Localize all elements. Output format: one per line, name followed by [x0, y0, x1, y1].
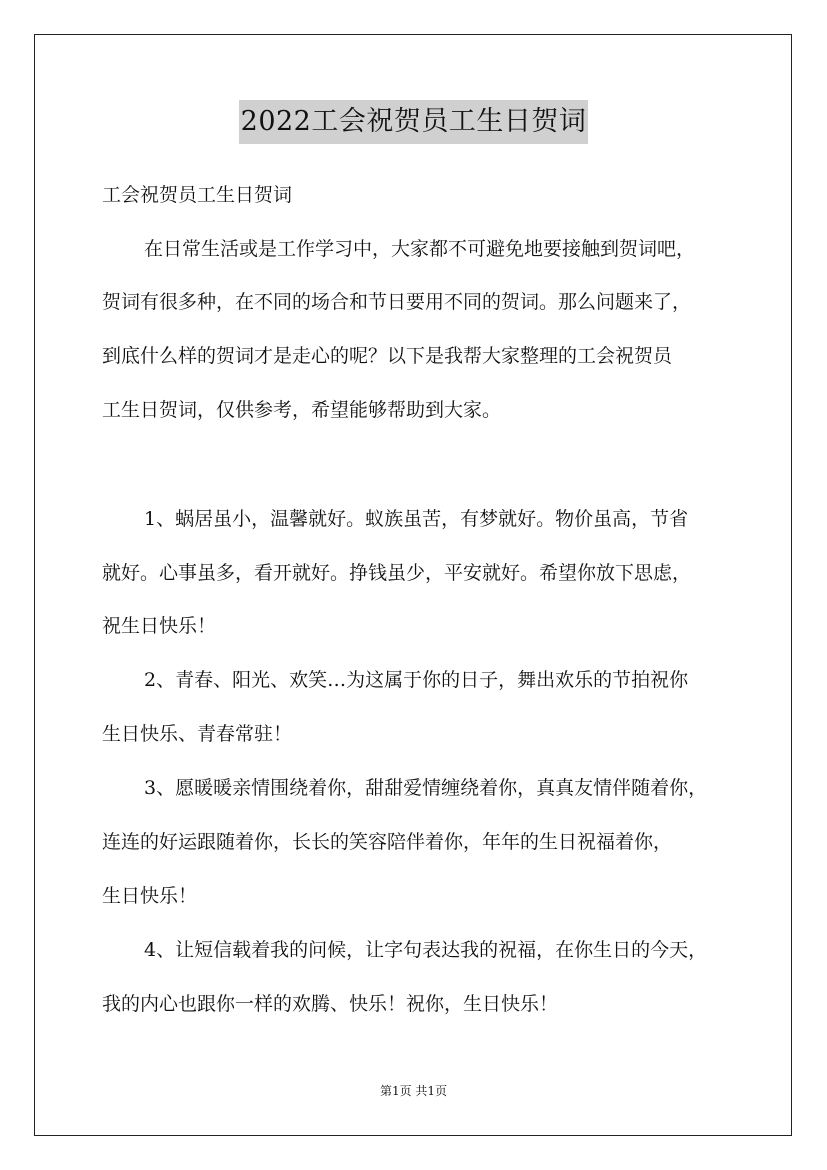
wish-item-2-line: 生日快乐、青春常驻！ — [102, 723, 293, 745]
wish-item-3-line: 连连的好运跟随着你，长长的笑容陪伴着你，年年的生日祝福着你， — [102, 831, 673, 853]
wish-item-3-line: 生日快乐！ — [102, 885, 198, 907]
intro-line: 在日常生活或是工作学习中，大家都不可避免地要接触到贺词吧， — [144, 238, 696, 260]
wish-item-2-line: 2、青春、阳光、欢笑…为这属于你的日子，舞出欢乐的节拍祝你 — [144, 669, 689, 691]
title-container — [0, 100, 827, 144]
wish-item-4-line: 我的内心也跟你一样的欢腾、快乐！祝你，生日快乐！ — [102, 993, 559, 1015]
intro-line: 工生日贺词，仅供参考，希望能够帮助到大家。 — [102, 399, 502, 421]
wish-item-3-line: 3、愿暖暖亲情围绕着你，甜甜爱情缠绕着你，真真友情伴随着你， — [144, 777, 708, 799]
intro-line: 到底什么样的贺词才是走心的呢？以下是我帮大家整理的工会祝贺员 — [102, 345, 673, 367]
intro-line: 贺词有很多种，在不同的场合和节日要用不同的贺词。那么问题来了， — [102, 291, 692, 313]
wish-item-4-line: 4、让短信载着我的问候，让字句表达我的祝福，在你生日的今天， — [144, 939, 708, 961]
wish-item-1-line: 1、蜗居虽小，温馨就好。蚁族虽苦，有梦就好。物价虽高，节省 — [144, 508, 689, 530]
document-subtitle: 工会祝贺员工生日贺词 — [102, 184, 293, 206]
wish-item-1-line: 就好。心事虽多，看开就好。挣钱虽少，平安就好。希望你放下思虑， — [102, 562, 692, 584]
wish-item-1-line: 祝生日快乐！ — [102, 615, 217, 637]
document-title: 2022工会祝贺员工生日贺词 — [239, 100, 589, 144]
page-footer: 第1页 共1页 — [379, 1084, 448, 1098]
